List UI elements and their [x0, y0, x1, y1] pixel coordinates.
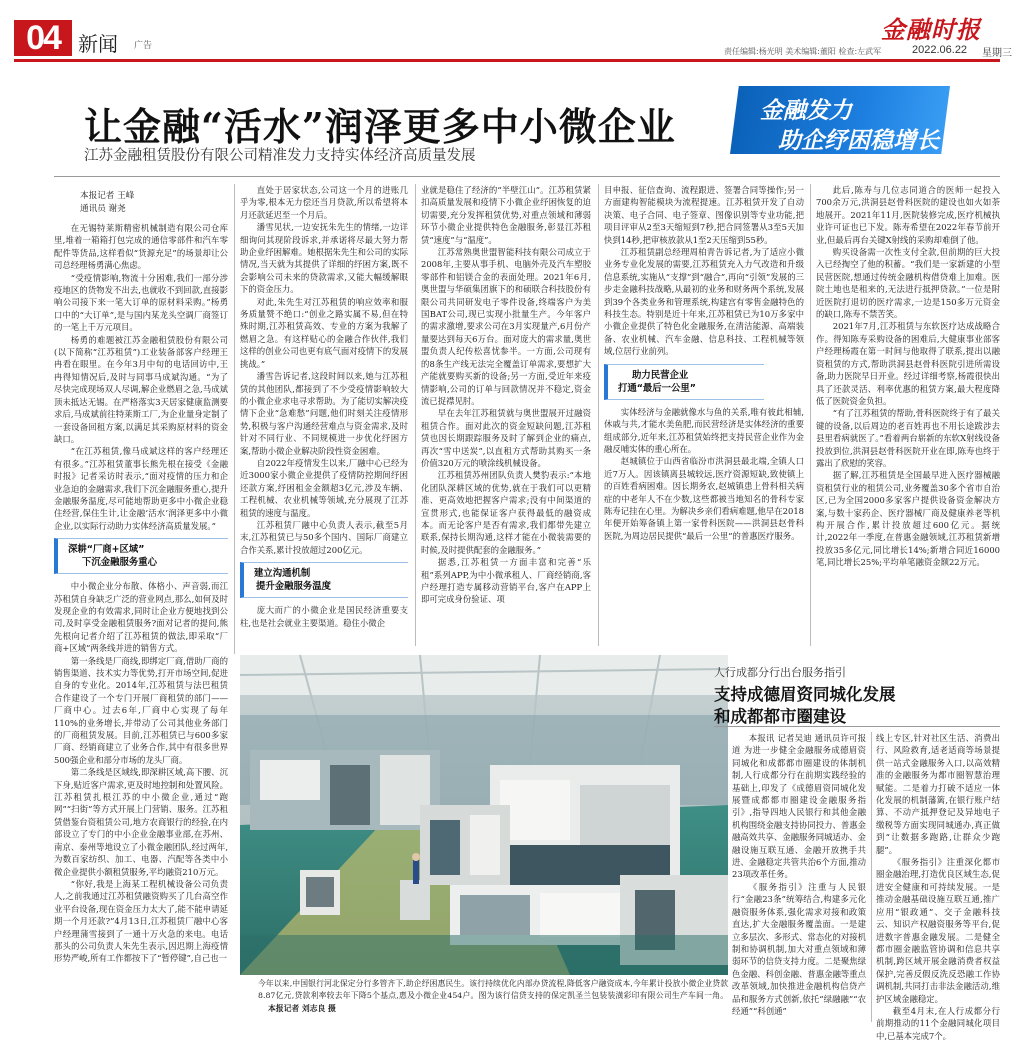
column-divider	[234, 184, 235, 654]
paragraph: 江苏常熟奥世盟智能科技有限公司成立于2008年,主要从事手机、电脑外壳及汽车塑胶零部件和铝镁合金的表面处理。2021年6月,奥世盟与华硕集团旗下的和硕联合科技股份有限公司共同研发电子零件设备,终端客户为美国BAT公司,现已实现小批量生产。今年客户的需求激增,要求公司在3月实现量产,6月份产量要达到每天6万台。面对庞大的需求量,奥世盟负责人纪传松喜忧参半。一方面,公司现有的8条生产线无法完全覆盖订单需求,要想扩大产能就要购买新的设备;另一方面,受近年来疫情影响,公司的订单与回款情况并不稳定,资金流已捉襟见肘。	[421, 247, 591, 406]
masthead	[0, 0, 1013, 62]
paragraph: 自2022年疫情发生以来,厂融中心已经为近3000家小微企业提供了疫情防控期间纾困还款方案,纾困租金金额超3亿元,涉及车辆、工程机械、农业机械等领域,充分展现了江苏租赁的速度与温度。	[240, 457, 408, 518]
paragraph: 江苏租赁副总经理周柏青告诉记者,为了适应小微业务专业化发展的需要,江苏租赁充入力气改造和升级信息系统,实施从“支撑”到“融合”,再向“引领”发展的三步走金融科技战略,从最初的业务和财务两个系统,发展到39个各类业务和管理系统,构建宫有零售金融特色的科技生态。特别是近十年来,江苏租赁已为10万多家中小微企业提供了特色化金融服务,在清洁能源、高端装备、农业机械、汽车金融、信息科技、工程机械等领域,位居行业前列。	[604, 247, 804, 357]
page-number: 04	[14, 20, 72, 56]
paragraph: 早在去年江苏租赁就与奥世盟展开过融资租赁合作。面对此次的资金短缺问题,江苏租赁也因长期跟踪服务及时了解到企业的痛点,再次“雪中送炭”,以直租方式帮助其购买一条价值320万元的喷涂线机械设备。	[421, 408, 591, 468]
paragraph: 潘雪告诉记者,这段时间以来,她与江苏租赁的其他团队,都接到了不少受疫情影响较大的小微企业求电寻求帮助。为了能切实解决疫情下企业“急难愁”问题,他们时刻关注疫情形势,积极与客户沟通经营难点与资金需求,及时针对不同行业、不同规模进一步优化纾困方案,帮助小微企业解决阶段性资金困难。	[240, 371, 408, 456]
factory-photo-image	[240, 655, 728, 975]
paragraph: 《服务指引》注重与人民银行“金融23条”统筹结合,构建多元化融资服务体系,强化需求对接和政策直达,扩大金融服务覆盖面。一是建立多层次、多形式、常态化的对接机制和协调机制,加大对重点领域和薄弱环节的信贷支持力度。二是聚焦绿色金融、科创金融、普惠金融等重点改革领域,加快推进金融机构信贷产品和服务方式创新,依托“绿融融”“农经通”“科创通”	[732, 881, 866, 1016]
subheadline: 江苏金融租赁股份有限公司精准发力支持实体经济高质量发展	[84, 148, 476, 164]
article-column-5	[816, 184, 1000, 646]
byline-correspondent: 通讯员 谢尧	[80, 204, 126, 214]
paragraph: 潘雪见状,一边安抚朱先生的情绪,一边详细询问其现阶段诉求,并承诺将尽最大努力帮助企业纾困解难。她根据朱先生和公司的实际情况,当天就为其提供了详细的纾困方案,既不会影响公司未来的贷款需求,又能大幅缓解眼下的资金压力。	[240, 222, 408, 295]
article-2-column-2	[876, 732, 1000, 1041]
paragraph: 据了解,江苏租赁是全国最早进入医疗器械融资租赁行业的租赁公司,业务覆盖30多个省市自治区,已为全国2000多家客户提供设备资金解决方案,与数十家药企、医疗器械厂商及健康养老等机构开展合作,累计投放超过600亿元。据统计,2022年一季度,在普惠金融领域,江苏租赁新增投放35多亿元,同比增长14%;新增合同近16000笔,同比增长25%;平均单笔融资金额22万元。	[816, 470, 1000, 568]
subhead-2	[240, 562, 408, 598]
banner-line-1: 金融发力	[760, 98, 852, 124]
paragraph: “你好,我是上海某工程机械设备公司负责人,之前我通过江苏租赁融资购买了几台高空作业平台设备,现在资金压力太大了,能不能申请延期一个月还款?”4月13日,江苏租赁厂融中心客户经理蒲雪接到了一通十万火急的来电。电话那头的公司负责人朱先生表示,因迟期上海疫情形势严峻,所有工作都按下了“暂停键”,自己也一	[54, 878, 228, 964]
paragraph: “受疫情影响,物流十分困难,我们一部分涉疫地区的货物发不出去,也就收不到回款,直接影响公司接下来一笔大订单的原材料采购。”杨勇口中的“大订单”,是与国内某龙头空调厂商签订的一笔上千万元项目。	[54, 272, 228, 333]
subhead-3-line-1: 助力民营企业	[632, 369, 689, 381]
article-column-2	[240, 184, 408, 646]
subhead-1	[54, 538, 228, 574]
paragraph: 中小微企业分布散、体格小、声音弱,而江苏租赁自身缺乏广泛的营业网点,那么,如何及时发现企业的有效需求,同时让企业方便地找到公司,及时享受金融租赁服务?面对记者的提问,熊先根向记者介绍了江苏租赁的做法,即采取“厂商+区域”两条线并进的销售方式。	[54, 581, 228, 654]
photo-credit: 本报记者 刘志良 摄	[268, 1003, 336, 1013]
issue-weekday: 星期三	[982, 48, 1012, 59]
paragraph: 江苏租赁苏州团队负责人樊豹表示:“本地化团队深耕区域的优势,就在于我们可以更精准、更高效地把握客户需求;没有中间渠道的宣贯形式,也能保证客户获得最低的融资成本。而无论客户是否有需求,我们都带先建立联系,保持长期沟通,这样才能在小微装需要的时候,及时提供配套的金融服务。”	[421, 470, 591, 555]
paragraph: 赵城镇位于山西省临汾市洪洞县最北端,全镇人口近7万人。因该镇离县城较远,医疗资源短缺,致使镇上的百姓看病困难。因长期务农,赵城镇患上骨科相关病症的中老年人不在少数,这些都被当地知名的骨科专家陈寿记挂在心里。为解决乡亲们看病难题,他早在2018年便开始筹备镇上第一家骨科医院——洪洞县赵骨科医院,为周边居民提供“最后一公里”的普惠医疗服务。	[604, 456, 804, 541]
paragraph: 直处于居家状态,公司这一个月的进账几乎为零,根本无力偿还当月贷款,所以希望将本月还款延迟至一个月后。	[240, 185, 408, 220]
paragraph: 第一条线是厂商线,即绑定厂商,借助厂商的销售渠道、技术实力等优势,打开市场空间,促进自身的专业化。2014年,江苏租赁与法巴租赁合作建设了一个专门开展厂商租赁的部门——厂商中心。过去6年,厂商中心实现了每年110%的业务增长,并带动了公司其他业务部门的厂商租赁发展。目前,江苏租赁已与600多家厂商、经销商建立了业务合作,其中有很多世界500强企业和部分市场的龙头厂商。	[54, 655, 228, 765]
article-2-headline-line-2: 和成都都市圈建设	[714, 707, 846, 726]
paragraph: 截至4月末,在人行成都分行前期推动的11个金融同城化项目中,已基本完成7个。	[876, 1005, 1000, 1041]
paragraph: 庞大而广的小微企业是国民经济重要支柱,也是社会就业主要渠道。稳住小微企	[240, 605, 408, 628]
paragraph: 杨勇的难题被江苏金融租赁股份有限公司(以下简称“江苏租赁”)工业装备部客户经理王冉看在眼里。在今年3月中旬的电话回访中,王冉得知情况后,及时与同事马成斌沟通。“为了尽快完成现场双人尽调,解企业燃眉之急,马成斌顶未抵达无锡。在严格落实3天居家健康监测要求后,马成斌前往特莱斯工厂,为企业量身定制了一套设备回租方案,以满足其采购原材料的资金缺口。	[54, 334, 228, 444]
paragraph: 目申报、征信查询、流程跟进、签署合同等操作;另一方面建构智能模块为流程提速。江苏租赁开发了自动决策、电子合同、电子签章、图像识别等专业功能,把项目评审从2至3天缩短到7秒,把合同签署从3至5天加快到14秒,把审核放款从1至2天压缩到55秒。	[604, 185, 804, 245]
paragraph: “有了江苏租赁的帮助,骨科医院终于有了最关键的设备,以后周边的老百姓再也不用长途跋涉去县里看病就医了。”看着两台崭新的东软X射线设备投放到位,洪洞县赵骨科医院开业在即,陈寿也终于露出了欣慰的笑容。	[816, 408, 1000, 468]
subhead-2-line-2: 提升金融服务温度	[256, 581, 332, 593]
subhead-3-line-2: 打通“最后一公里”	[618, 382, 696, 394]
subhead-3	[604, 364, 764, 400]
headline: 让金融“活水”润泽更多中小微企业	[84, 104, 676, 149]
article-2-column-1	[732, 732, 866, 1024]
paragraph: 《服务指引》注重深化都市圈金融治理,打造优良区域生态,促进安全健康和可持续发展。一是推动金融基础设施互联互通,推广应用“银政通”、交子金融科技云、知识产权融资服务等平台,促进数字普惠金融发展。二是健全都市圈金融监管协调和信息共享机制,跨区域开展金融消费者权益保护,完善反假反洗反恐融工作协调机制,共同打击非法金融活动,维护区域金融稳定。	[876, 857, 1000, 1004]
headline-rule	[54, 176, 1000, 177]
column-divider	[598, 184, 599, 646]
section-sub: 广告	[134, 41, 153, 51]
issue-date: 2022.06.22	[912, 44, 968, 56]
paragraph: 第二条线是区域线,即深耕区域,高下腰、沉下身,贴近客户需求,更及时地控制和处置风险。江苏租赁扎根江苏的中小微企业,通过“跑网”“扫街”等方式开展上门营销、服务。江苏租赁借鉴台资租赁公司,地方农商银行的经验,在内部设立了专门的中小企业金融事业部,在苏州、南京、泰州等地设立了小微金融团队,经过两年,为数百家纺织、加工、电器、汽配等各类中小微企业提供小额租赁服务,平均融资210万元。	[54, 767, 228, 877]
banner-line-2: 助企纾困稳增长	[778, 128, 939, 154]
paragraph: 业就是稳住了经济的“半壁江山”。江苏租赁紧扣高质量发展和疫情下小微企业纾困恢复的迫切需要,充分发挥租赁优势,对重点领域和薄弱环节小微企业提供特色金融服务,彰显江苏租赁“速度”与“温度”。	[421, 185, 591, 245]
byline-reporter: 本报记者 王峰	[80, 191, 135, 201]
editors-line: 责任编辑:杨光明 美术编辑:董阳 检查:左武军	[724, 47, 882, 56]
subhead-1-line-2: 下沉金融服务重心	[82, 557, 158, 569]
paragraph: 本报讯 记者吴迪 通讯员许可报道 为进一步健全金融服务成德眉资同城化和成都都市圈建设的体制机制,人行成都分行在前期实践经验的基础上,印发了《成德眉资同城化发展暨成都都市圈建设金融服务指引》,指导四地人民银行和其他金融机构围绕金融支持协同投力、普惠金融高效共享、金融服务同城适办、金融设施互联互通、金融开放携手共进、金融稳定共管共治6个方面,推动23项改革任务。	[732, 733, 866, 880]
paragraph: 据悉,江苏租赁一方面丰富和完善“乐租”系列APP,为中小微承租人、厂商经销商,客户经理打造专属移动营销平台,客户在APP上即可完成身份验证、项	[421, 557, 591, 605]
paragraph: 江苏租赁厂融中心负责人表示,截至5月末,江苏租赁已与50多个国内、国际厂商建立合作关系,累计投放超过200亿元。	[240, 519, 408, 555]
photo-caption-text: 今年以来,中国银行河北保定分行多管齐下,助企纾困惠民生。该行持续优化内部办贷流程,降低客户融资成本,今年累计投放小微企业贷款8.87亿元,贷款利率较去年下降5个基点,惠及小微企业454户。图为该行信贷支持的保定凯圣兰包装装潢彩印有限公司生产车间一角。	[258, 979, 728, 1001]
article-column-1	[54, 190, 228, 1024]
paragraph: 实体经济与金融就像水与鱼的关系,唯有彼此相辅,休戚与共,才能水美鱼肥,而民营经济是实体经济的重要组成部分,近年来,江苏租赁始终把支持民营企业作为金融反哺实体的重心所在。	[604, 406, 804, 454]
column-divider	[810, 184, 811, 646]
newspaper-logo: 金融时报	[881, 15, 981, 44]
paragraph: 对此,朱先生对江苏租赁的响应效率和服务质量赞不绝口:“创业之路实属不易,但在特殊时期,江苏租赁高效、专业的方案为我解了燃眉之急。有这样贴心的金融合作伙伴,我们这样的创业公司也更有底气面对疫情下的发展挑战。”	[240, 296, 408, 369]
paragraph: 2021年7月,江苏租赁与东软医疗达成战略合作。得知陈寿采购设备的困难后,大健康事业部客户经理杨霞在第一时间与他取得了联系,提出以融资租赁的方式,帮助洪洞县赵骨科医院引进所需设备,助力医院早日开业。经过详细考察,杨霞很快出具了还款灵活、利率优惠的租赁方案,最大程度降低了医院资金负担。	[816, 321, 1000, 406]
section-name: 新闻	[78, 32, 118, 56]
subhead-1-line-1: 深耕“厂商+区域”	[68, 544, 145, 556]
factory-photo	[240, 655, 728, 975]
paragraph: 在无锡特莱斯精密机械制造有限公司仓库里,堆着一箱箱打包完成的通信零部件和汽车零配件等货品,这样看似“货源充足”的场景却让公司总经理杨勇满心焦虑。	[54, 223, 228, 271]
paragraph: 线上专区,针对社区生活、消费出行、风险救育,适老适商等场景提供一站式金融服务入口,以高效精准的金融服务为都市圈智慧治理赋能。二是着力打破不适应一体化发展的机制藩篱,在银行账户结算、不动产抵押登记及异地电子缴税等方面实现同城通办,真正做到“让数据多跑路,让群众少跑腿”。	[876, 733, 1000, 855]
article-2-headline-line-1: 支持成德眉资同城化发展	[714, 685, 896, 704]
photo-caption	[258, 978, 728, 1015]
article-column-4	[604, 184, 804, 646]
paragraph: 购买设备需一次性支付全款,但前期的巨大投入已经掏空了他的积蓄。“我们是一家新建的小型民营医院,想通过传统金融机构借贷难上加难。医院土地也是租来的,无法进行抵押贷款。”一位是附近医院打退切的医疗需求,一边是150多万元资金的缺口,陈寿不禁苦笑。	[816, 247, 1000, 320]
article-2-rule	[714, 726, 1000, 727]
feature-banner	[730, 86, 950, 154]
paragraph: “在江苏租赁,像马成斌这样的客户经理还有很多。”江苏租赁董事长熊先根在接受《金融时报》记者采访时表示,“面对疫情的压力和企业急迫的金融需求,我们下沉金融服务重心,提升金融服务温度,尽可能地帮助更多中小微企业稳住经营,保住生计,让金融‘活水’润泽更多中小微企业,以实际行动助力实体经济高质量发展。”	[54, 446, 228, 531]
article-column-3	[421, 184, 591, 646]
subhead-2-line-1: 建立沟通机制	[254, 568, 311, 580]
masthead-rule	[14, 59, 1000, 62]
paragraph: 此后,陈寿与几位志同道合的医师一起投入700余万元,洪洞县赵骨科医院的建设也如火如荼地展开。2021年11月,医院装修完成,医疗机械执业许可证也已下发。陈寿希望在2022年春节前开业,但最后再台关键X射线的采购却难倒了他。	[816, 185, 1000, 245]
column-divider	[871, 732, 872, 1022]
column-divider	[415, 184, 416, 646]
article-2-kicker: 人行成都分行出台服务指引	[714, 666, 846, 679]
